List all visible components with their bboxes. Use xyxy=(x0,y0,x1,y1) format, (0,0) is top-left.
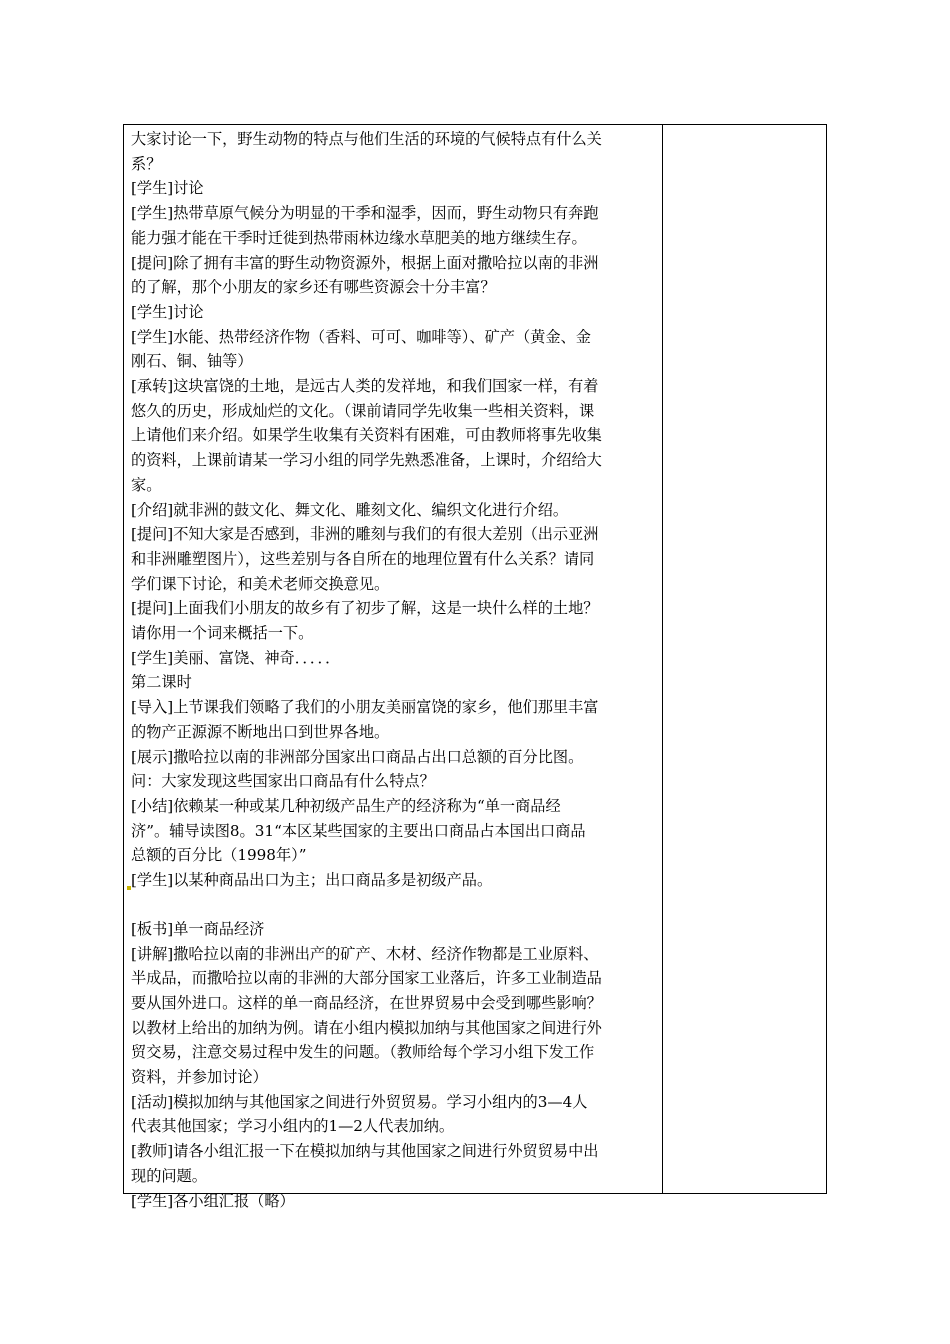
text-line: 贸交易，注意交易过程中发生的问题。（教师给每个学习小组下发工作 xyxy=(131,1043,595,1062)
text-line: 要从国外进口。这样的单一商品经济，在世界贸易中会受到哪些影响？ xyxy=(131,993,602,1012)
text-line: [学生]讨论 xyxy=(131,302,204,321)
lesson-content-cell xyxy=(124,125,663,1210)
text-line: [学生]各小组汇报（略） xyxy=(131,1191,295,1210)
text-line: [学生]热带草原气候分为明显的干季和湿季，因而，野生动物只有奔跑 xyxy=(131,204,599,223)
text-line: [学生]水能、热带经济作物（香料、可可、咖啡等）、矿产（黄金、金 xyxy=(131,327,591,346)
text-line: 济”。辅导读图8。31“本区某些国家的主要出口商品占本国出口商品 xyxy=(131,821,586,840)
text-line: [提问]除了拥有丰富的野生动物资源外，根据上面对撒哈拉以南的非洲 xyxy=(131,253,599,272)
text-line: 刚石、铜、铀等） xyxy=(131,352,253,371)
text-line: 半成品，而撒哈拉以南的非洲的大部分国家工业落后，许多工业制造品 xyxy=(131,969,602,988)
text-line: 资料，并参加讨论） xyxy=(131,1068,268,1087)
notes-cell xyxy=(663,125,826,1193)
text-line: 总额的百分比（1998年）” xyxy=(131,846,307,865)
text-line: 现的问题。 xyxy=(131,1166,207,1185)
lesson-table xyxy=(123,124,827,1210)
text-line: [小结]依赖某一种或某几种初级产品生产的经济称为“单一商品经 xyxy=(131,796,561,815)
text-line: [教师]请各小组汇报一下在模拟加纳与其他国家之间进行外贸贸易中出 xyxy=(131,1142,599,1161)
text-line: 的物产正源源不断地出口到世界各地。 xyxy=(131,722,390,741)
text-line: 代表其他国家；学习小组内的1—2人代表加纳。 xyxy=(131,1117,455,1136)
text-line: 以教材上给出的加纳为例。请在小组内模拟加纳与其他国家之间进行外 xyxy=(131,1018,602,1037)
text-block-after-gap xyxy=(131,917,659,1213)
text-line: [讲解]撒哈拉以南的非洲出产的矿产、木材、经济作物都是工业原料、 xyxy=(131,944,599,963)
lesson-text xyxy=(131,127,659,1213)
text-line: 的资料，上课前请某一学习小组的同学先熟悉准备，上课时，介绍给大 xyxy=(131,451,602,470)
text-line: [导入]上节课我们领略了我们的小朋友美丽富饶的家乡，他们那里丰富 xyxy=(131,698,599,717)
text-line: [提问]上面我们小朋友的故乡有了初步了解，这是一块什么样的土地？ xyxy=(131,599,599,618)
text-line: 能力强才能在干季时迁徙到热带雨林边缘水草肥美的地方继续生存。 xyxy=(131,228,587,247)
text-line: [介绍]就非洲的鼓文化、舞文化、雕刻文化、编织文化进行介绍。 xyxy=(131,500,569,519)
margin-marker xyxy=(127,886,131,890)
text-line: [学生]讨论 xyxy=(131,179,204,198)
text-line: 大家讨论一下，野生动物的特点与他们生活的环境的气候特点有什么关 xyxy=(131,130,602,148)
text-line: [学生]美丽、富饶、神奇．．．．． xyxy=(131,648,341,667)
text-line: 学们课下讨论，和美术老师交换意见。 xyxy=(131,574,390,593)
text-line: 的了解，那个小朋友的家乡还有哪些资源会十分丰富？ xyxy=(131,278,496,297)
text-block-main xyxy=(131,127,659,893)
text-line: 第二课时 xyxy=(131,673,192,692)
text-line: [学生]以某种商品出口为主；出口商品多是初级产品。 xyxy=(131,871,493,890)
text-line: 系？ xyxy=(131,154,162,173)
text-line: 问：大家发现这些国家出口商品有什么特点？ xyxy=(131,772,435,791)
text-line: [板书]单一商品经济 xyxy=(131,919,265,938)
text-line: [活动]模拟加纳与其他国家之间进行外贸贸易。学习小组内的3—4人 xyxy=(131,1092,588,1111)
text-line: 请你用一个词来概括一下。 xyxy=(131,624,314,643)
text-line: [提问]不知大家是否感到，非洲的雕刻与我们的有很大差别（出示亚洲 xyxy=(131,525,599,544)
text-line: 上请他们来介绍。如果学生收集有关资料有困难，可由教师将事先收集 xyxy=(131,426,602,445)
text-line: 家。 xyxy=(131,475,162,494)
text-line: [承转]这块富饶的土地，是远古人类的发祥地，和我们国家一样，有着 xyxy=(131,377,599,396)
text-line: 悠久的历史，形成灿烂的文化。（课前请同学先收集一些相关资料，课 xyxy=(131,401,595,420)
text-line: [展示]撒哈拉以南的非洲部分国家出口商品占出口总额的百分比图。 xyxy=(131,747,584,766)
spacer xyxy=(131,893,659,917)
text-line: 和非洲雕塑图片），这些差别与各自所在的地理位置有什么关系？请同 xyxy=(131,549,595,568)
